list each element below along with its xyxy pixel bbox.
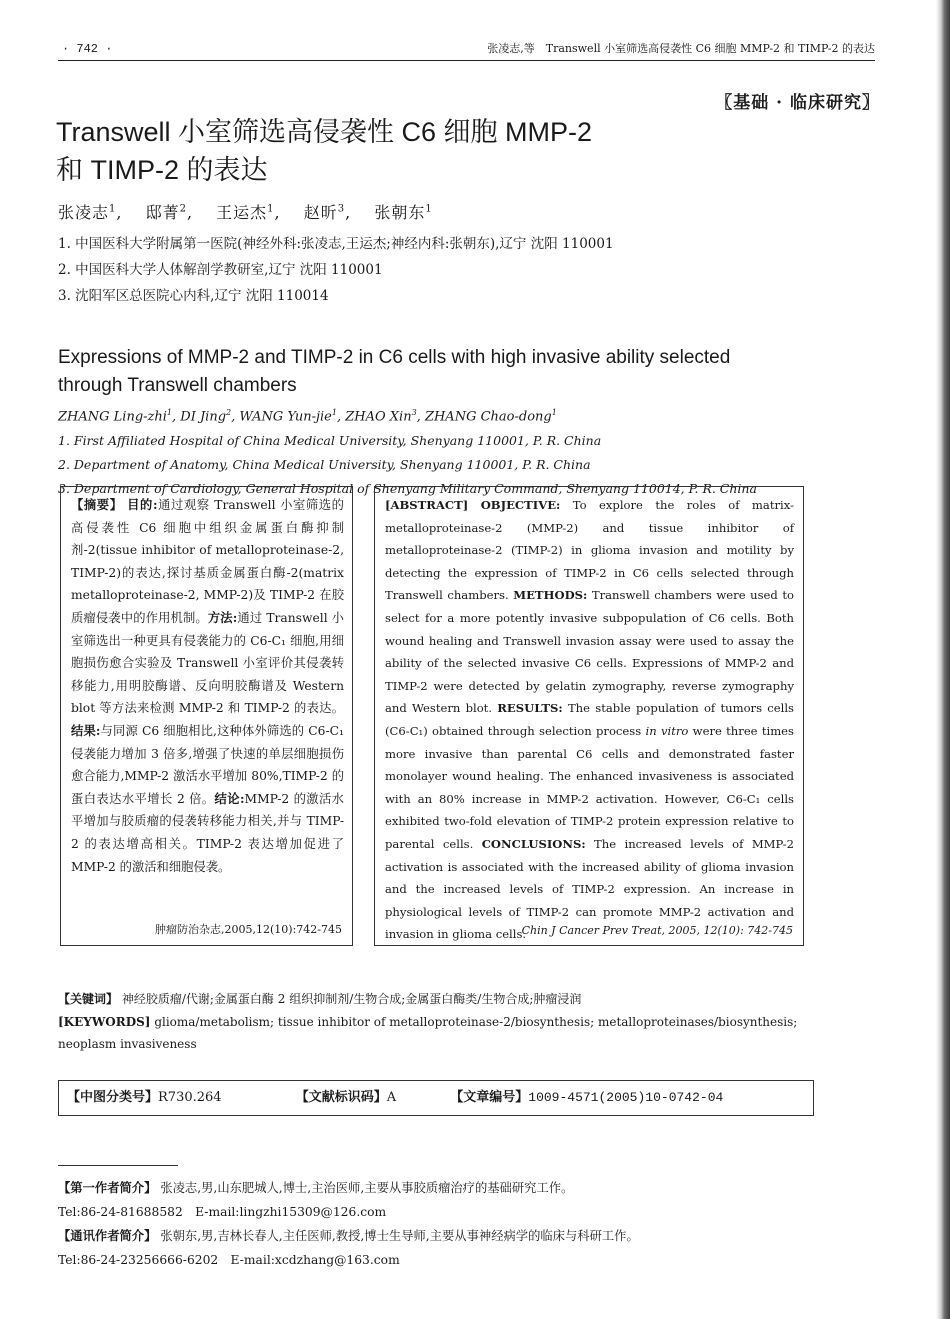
author-sup: 1 [267,203,275,215]
affiliation-cn-3: 3. 沈阳军区总医院心内科,辽宁 沈阳 110014 [58,288,329,304]
abstract-en-label: [ABSTRACT] [385,498,469,512]
author-en: ZHANG Chao-dong [424,409,552,425]
conclusions-en-label: CONCLUSIONS: [481,836,586,851]
methods-en-label: METHODS: [513,588,588,603]
english-title-line-2: through Transwell chambers [58,375,297,396]
results-en-label: RESULTS: [497,701,563,716]
keywords-en [58,1011,814,1055]
page-number: · 742 · [62,42,113,56]
author-cn: 邸菁 [145,203,180,222]
english-title-line-1: Expressions of MMP-2 and TIMP-2 in C6 cells with high invasive ability selected [58,347,731,368]
affiliation-cn-2: 2. 中国医科大学人体解剖学教研室,辽宁 沈阳 110001 [58,262,383,278]
first-author-text: 张凌志,男,山东肥城人,博士,主治医师,主要从事胶质瘤治疗的基础研究工作。 [160,1181,574,1195]
results-en-in-vitro: in vitro [645,723,689,738]
title-line-2: 和 TIMP-2 的表达 [56,155,268,185]
abstract-en-box [374,486,804,946]
objective-cn: 通过观察 Transwell 小室筛选的高侵袭性 C6 细胞中组织金属蛋白酶抑制剂-2(tissue inhibitor of metalloproteinase-2, TIMP-2)的表达,探讨基质金属蛋白酶-2(matrix metalloproteinase-2, MMP-2)及 TIMP-2 在胶质瘤侵袭中的作用机制。 [71,498,344,625]
author-sup: 1 [109,203,117,215]
footnote-rule [58,1165,178,1166]
corresponding-author-contact: Tel:86-24-23256666-6202 E-mail:xcdzhang@163.com [58,1253,400,1267]
doc-code-label: 【文献标识码】 [295,1090,387,1105]
author-en: ZHANG Ling-zhi [58,409,167,425]
article-title [56,113,776,189]
objective-cn-label: 目的: [127,497,158,512]
first-author-label: 【第一作者简介】 [58,1180,157,1195]
running-title: 张凌志,等 Transwell 小室筛选高侵袭性 C6 细胞 MMP-2 和 TIMP-2 的表达 [487,42,875,55]
objective-en: To explore the roles of matrix-metalloproteinase-2 (MMP-2) and tissue inhibitor of metalloproteinase-2 (TIMP-2) in glioma invasion and motility by detecting the expression of TIMP-2 in C6 cells selected through Transwell chambers. [385,498,794,603]
author-sup: 2 [226,408,232,417]
clc-label: 【中图分类号】 [67,1090,159,1105]
article-number: 1009-4571(2005)10-0742-04 [528,1090,724,1105]
title-line-1: Transwell 小室筛选高侵袭性 C6 细胞 MMP-2 [56,117,593,147]
authors-cn: 张凌志$^1$, 邸菁$^2$, 王运杰$^1$, 赵昕$^3$, 张朝东$^1$ [58,203,433,222]
methods-cn: 通过 Transwell 小室筛选出一种更具有侵袭能力的 C6-C₁ 细胞,用细胞损伤愈合实验及 Transwell 小室评价其侵袭转移能力,用明胶酶谱、反向明胶酶谱及 Western blot 等方法来检测 MMP-2 和 TIMP-2 的表达。 [71,610,344,716]
author-en: WANG Yun-jie [239,409,332,425]
corresponding-text: 张朝东,男,吉林长春人,主任医师,教授,博士生导师,主要从事神经病学的临床与科研工作。 [160,1229,639,1243]
classification-box [58,1080,814,1116]
keywords-en-text: glioma/metabolism; tissue inhibitor of metalloproteinase-2/biosynthesis; metalloproteinases/biosynthesis; neoplasm invasiveness [58,1015,798,1051]
affiliation-en-1: 1. First Affiliated Hospital of China Medical University, Shenyang 110001, P. R. China [58,433,602,448]
author-sup: 3 [411,408,417,417]
methods-cn-label: 方法: [207,609,238,625]
keywords-cn-text: 神经胶质瘤/代谢;金属蛋白酶 2 组织抑制剂/生物合成;金属蛋白酶类/生物合成;肿瘤浸润 [121,992,582,1006]
first-author-note [58,1178,818,1196]
objective-en-label: OBJECTIVE: [480,498,561,512]
corresponding-label: 【通讯作者简介】 [58,1228,157,1243]
keywords-cn [58,988,814,1010]
authors-en: ZHANG Ling-zhi$^1$, DI Jing$^2$, WANG Yun-jie$^1$, ZHAO Xin$^3$, ZHANG Chao-dong$^1$ [58,408,557,425]
abstract-cn-label: 【摘要】 [71,497,123,512]
author-cn: 赵昕 [303,203,338,222]
citation-cn: 肿瘤防治杂志,2005,12(10):742-745 [155,923,342,936]
author-en: ZHAO Xin [345,409,412,425]
results-cn: 与同源 C6 细胞相比,这种体外筛选的 C6-C₁ 侵袭能力增加 3 倍多,增强了快速的单层细胞损伤愈合能力,MMP-2 激活水平增加 80%,TIMP-2 的蛋白表达水平增长 2 倍。 [71,723,344,806]
abstract-en-text [385,494,794,946]
affiliation-en-3: 3. Department of Cardiology, General Hospital of Shenyang Military Command, Shenyang 110014, P. R. China [58,481,757,496]
clc-code: R730.264 [158,1090,222,1105]
header-rule [58,60,875,61]
conclusions-cn: MMP-2 的激活水平增加与胶质瘤的侵袭转移能力相关,并与 TIMP-2 的表达增高相关。TIMP-2 表达增加促进了 MMP-2 的激活和细胞侵袭。 [71,791,344,874]
english-title [58,344,818,400]
scan-edge [936,0,950,1319]
conclusions-en: The increased levels of MMP-2 activation is associated with the increased ability of glioma invasion and the increased levels of TIMP-2 expression. An increase in physiological levels of TIMP-2 can promote MMP-2 activation and invasion in glioma cells. [385,836,795,942]
doc-code: A [386,1090,397,1105]
results-en-a: The stable population of tumors cells (C6-C₁) obtained through selection process [385,701,794,738]
author-sup: 1 [425,203,433,215]
author-sup: 1 [551,408,557,417]
first-author-contact: Tel:86-24-81688582 E-mail:lingzhi15309@126.com [58,1205,387,1219]
affiliation-cn-1: 1. 中国医科大学附属第一医院(神经外科:张凌志,王运杰;神经内科:张朝东),辽宁 沈阳 110001 [58,236,614,252]
author-en: DI Jing [180,409,227,425]
author-cn: 王运杰 [216,203,268,222]
abstract-cn-box [60,486,353,946]
methods-en: Transwell chambers were used to select for a more potently invasive subpopulation of C6 cells. Both wound healing and Transwell invasion assay were used to assay the ability of the selected invasive C6 cells. Expressions of MMP-2 and TIMP-2 were detected by gelatin zymography, reverse zymography and Western blot. [385,588,794,716]
affiliation-en-2: 2. Department of Anatomy, China Medical University, Shenyang 110001, P. R. China [58,457,591,472]
author-sup: 2 [179,203,187,215]
author-cn: 张凌志 [58,203,110,222]
author-sup: 1 [331,408,337,417]
keywords-cn-label: 【关键词】 [58,992,119,1006]
article-number-label: 【文章编号】 [450,1090,529,1105]
keywords-en-label: [KEYWORDS] [58,1015,151,1029]
results-en-b: were three times more invasive than parental C6 cells and demonstrated faster monolayer wound healing. The enhanced invasiveness is associated with an 80% increase in MMP-2 activation. However, C6-C₁ cells exhibited two-fold elevation of TIMP-2 protein expression relative to parental cells. [385,723,794,851]
abstract-cn-text [71,494,344,878]
corresponding-author-note [58,1226,818,1244]
citation-en: Chin J Cancer Prev Treat, 2005, 12(10): 742-745 [521,924,793,937]
conclusions-cn-label: 结论: [214,790,245,806]
results-cn-label: 结果: [71,722,101,738]
author-sup: 3 [337,203,346,215]
author-sup: 1 [166,408,173,417]
section-tag: 〖基础 · 临床研究〗 [715,93,880,113]
author-cn: 张朝东 [374,203,426,222]
